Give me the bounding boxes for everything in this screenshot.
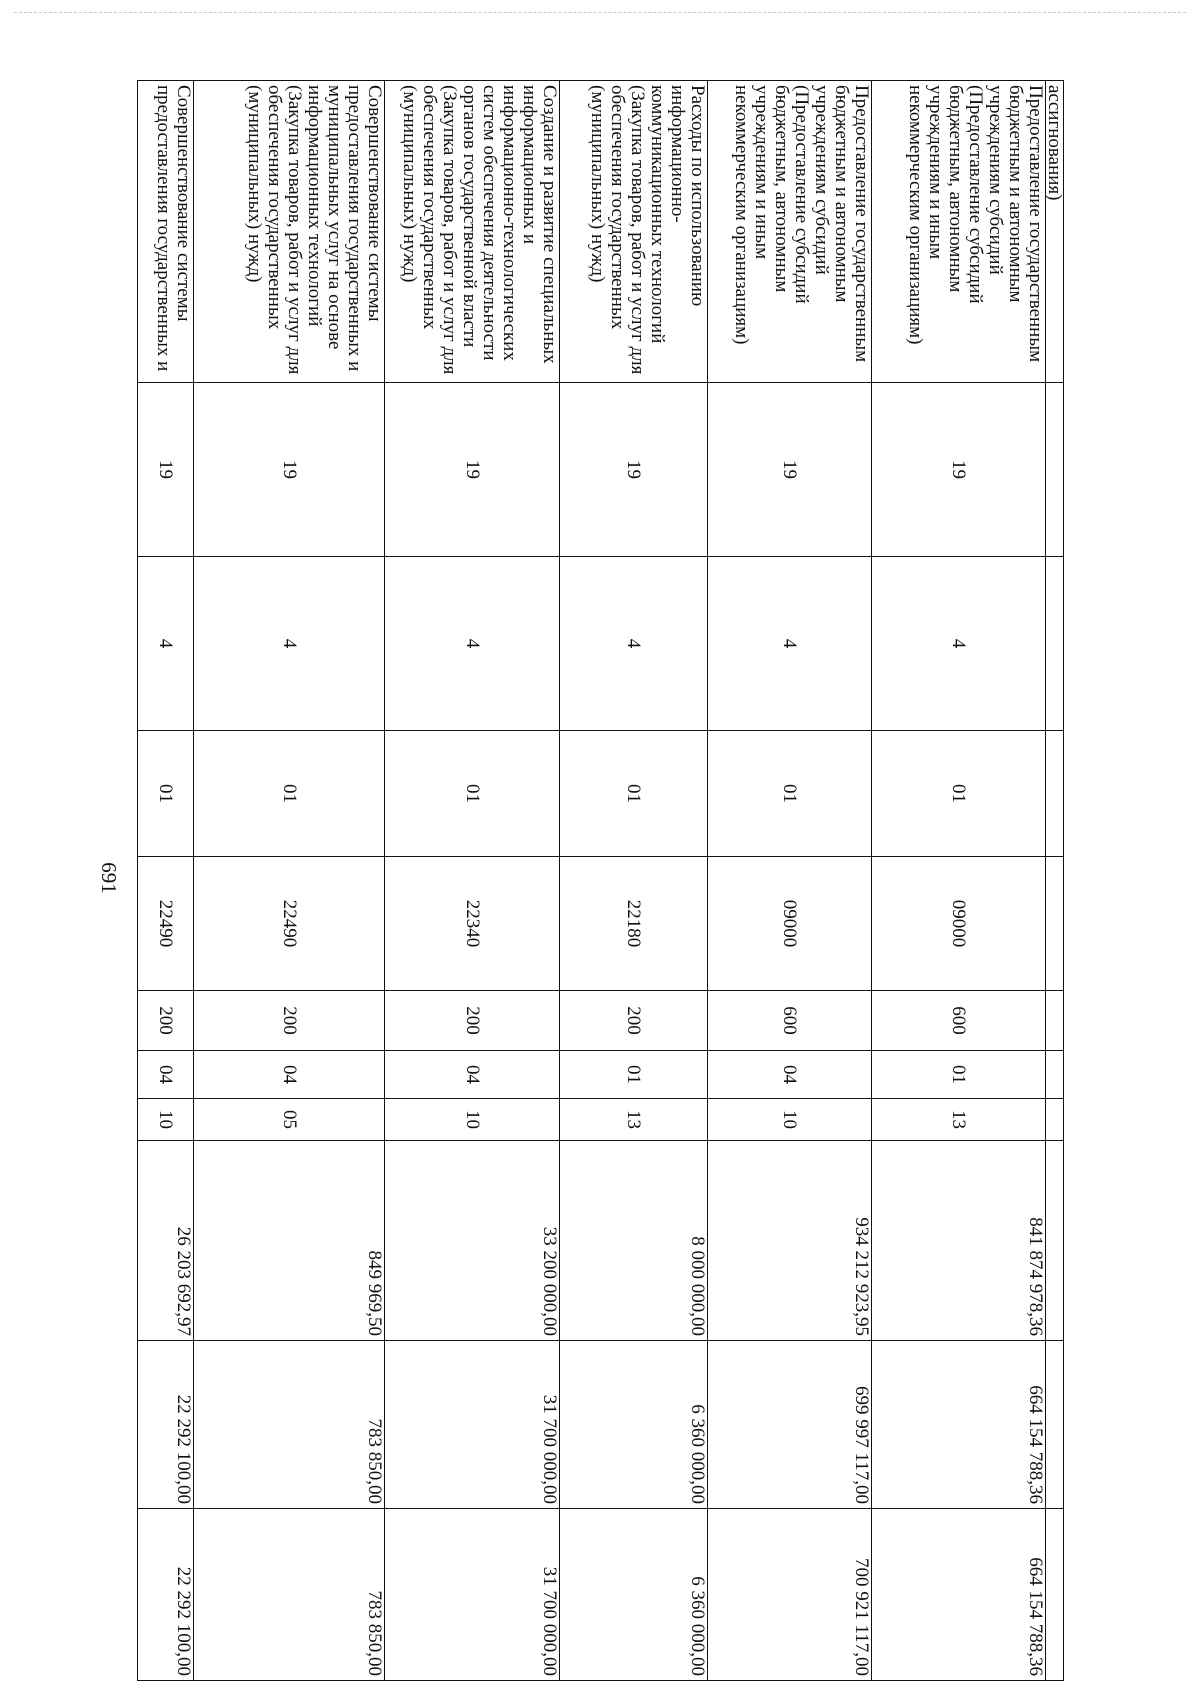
cell-amount: 664 154 788,36 [872,1341,1046,1509]
cell-amount: 934 212 923,95 [708,1141,872,1341]
cell-code: 22340 [385,857,560,991]
cell-code: 01 [560,1051,708,1099]
cell-amount: 22 292 100,00 [138,1341,194,1509]
cell-code: 01 [560,731,708,857]
cell-code: 19 [872,383,1046,557]
cell-amount: 849 969,50 [194,1141,385,1341]
cell-amount: 783 850,00 [194,1509,385,1681]
cell-code: 600 [872,991,1046,1051]
cell-code: 19 [708,383,872,557]
cell-amount: 700 921 117,00 [708,1509,872,1681]
cell-code: 19 [385,383,560,557]
page-top-rule [14,12,1186,13]
row-description: Предоставление государственным бюджетным и автономным учреждениям субсидий (Предоставление субсидий бюджетным, автономным учреждениям и иным некоммерческим организациям) [708,81,872,383]
cell-code: 4 [560,557,708,731]
cell-amount: 6 360 000,00 [560,1341,708,1509]
cell-code: 09000 [708,857,872,991]
cell-code: 200 [138,991,194,1051]
row-description: Создание и развитие специальных информационных и информационно-технологических систем обеспечения деятельности органов государственной власти (Закупка товаров, работ и услуг для обеспечения государственных (муниципальных) нужд) [385,81,560,383]
cell-amount: 6 360 000,00 [560,1509,708,1681]
row-description: Предоставление государственным бюджетным и автономным учреждениям субсидий (Предоставление субсидий бюджетным, автономным учреждениям и иным некоммерческим организациям) [872,81,1046,383]
cell-code: 22490 [194,857,385,991]
cell-amount: 699 997 117,00 [708,1341,872,1509]
continuation-row [1046,81,1064,1681]
cell-code: 04 [385,1051,560,1099]
rotated-table-container [138,80,1064,1680]
row-description: Расходы по использованию информационно-коммуникационных технологий (Закупка товаров, работ и услуг для обеспечения государственных (муниципальных) нужд) [560,81,708,383]
cell-code: 05 [194,1099,385,1141]
table-row [138,81,194,1681]
cell-code: 4 [385,557,560,731]
cell-code: 04 [194,1051,385,1099]
table-row [708,81,872,1681]
cell-code: 4 [194,557,385,731]
cell-code: 19 [194,383,385,557]
table-row [385,81,560,1681]
cell-code: 04 [708,1051,872,1099]
table-row [560,81,708,1681]
cell-code: 13 [872,1099,1046,1141]
row-description: Совершенствование системы предоставления государственных и муниципальных услуг на основе информационных технологий (Закупка товаров, работ и услуг для обеспечения государственных (муниципальных) нужд) [194,81,385,383]
cell-code: 200 [385,991,560,1051]
cell-code: 10 [138,1099,194,1141]
cell-code: 22180 [560,857,708,991]
table-row [194,81,385,1681]
cell-code: 01 [708,731,872,857]
page-number: 691 [97,862,121,894]
cell-amount: 33 200 000,00 [385,1141,560,1341]
cell-amount: 22 292 100,00 [138,1509,194,1681]
continuation-text: ассигнования) [1046,81,1064,383]
budget-table [137,80,1064,1681]
cell-code: 600 [708,991,872,1051]
cell-amount: 8 000 000,00 [560,1141,708,1341]
cell-amount: 841 874 978,36 [872,1141,1046,1341]
cell-code: 10 [708,1099,872,1141]
cell-code: 01 [138,731,194,857]
cell-code: 4 [708,557,872,731]
cell-code: 22490 [138,857,194,991]
cell-code: 4 [872,557,1046,731]
cell-code: 19 [560,383,708,557]
cell-code: 01 [194,731,385,857]
cell-code: 01 [872,1051,1046,1099]
cell-code: 200 [560,991,708,1051]
row-description: Совершенствование системы предоставления государственных и [138,81,194,383]
cell-amount: 783 850,00 [194,1341,385,1509]
cell-code: 10 [385,1099,560,1141]
cell-code: 09000 [872,857,1046,991]
cell-code: 04 [138,1051,194,1099]
cell-amount: 664 154 788,36 [872,1509,1046,1681]
table-row [872,81,1046,1681]
cell-code: 13 [560,1099,708,1141]
cell-code: 4 [138,557,194,731]
cell-code: 01 [872,731,1046,857]
cell-amount: 26 203 692,97 [138,1141,194,1341]
cell-amount: 31 700 000,00 [385,1341,560,1509]
cell-amount: 31 700 000,00 [385,1509,560,1681]
cell-code: 01 [385,731,560,857]
cell-code: 200 [194,991,385,1051]
cell-code: 19 [138,383,194,557]
